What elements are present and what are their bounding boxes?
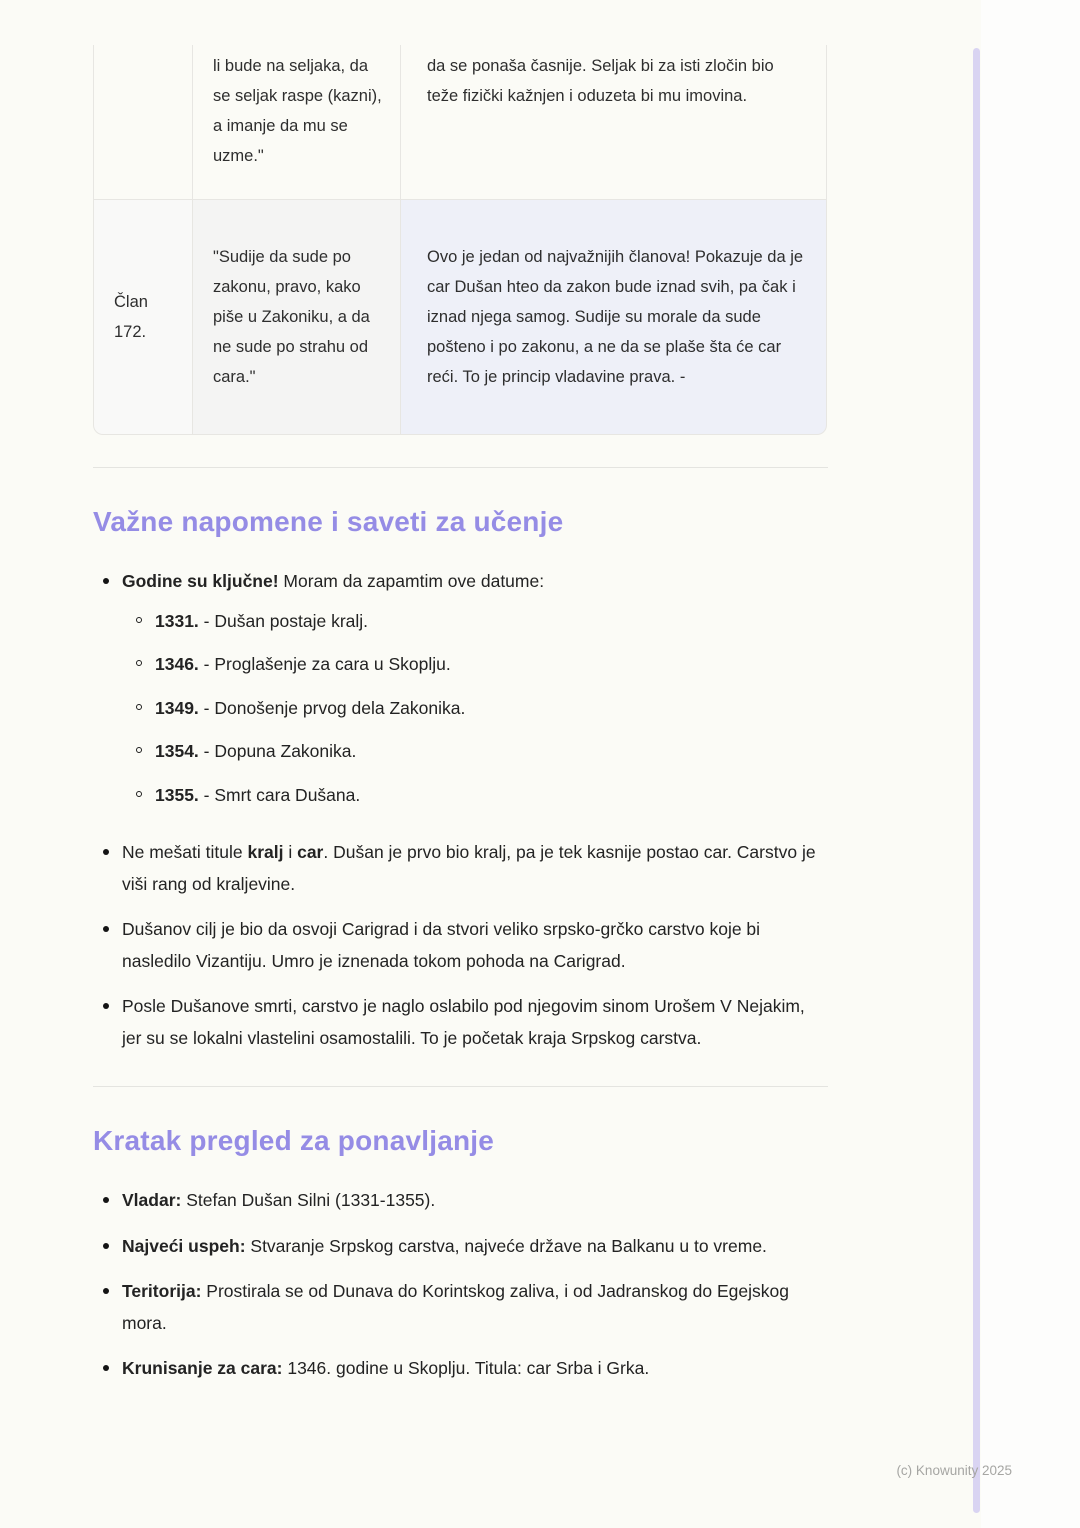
page-content: [93, 45, 828, 1399]
table-cell-quote: li bude na seljaka, da se seljak raspe (kazni), a imanje da mu se uzme.": [193, 45, 401, 200]
list-item-text: Teritorija: Prostirala se od Dunava do Korintskog zaliva, i od Jadranskog do Egejskog mora.: [122, 1281, 789, 1333]
bullet-icon: [103, 1288, 109, 1294]
page-right-margin: [981, 0, 1080, 1528]
list-item: [103, 1276, 828, 1339]
table-cell-clause: Član 172.: [93, 200, 193, 435]
section-heading-vazne-napomene: Važne napomene i saveti za učenje: [93, 506, 564, 537]
bullet-icon: [103, 926, 109, 932]
table-cell-explanation: Ovo je jedan od najvažnijih članova! Pokazuje da je car Dušan hteo da zakon bude iznad svih, pa čak i iznad njega samog. Sudije su morale da sude pošteno i po zakonu, a ne da se plaše šta će car reći. To je princip vladavine prava. -: [401, 200, 827, 435]
table-row: [93, 45, 827, 200]
divider: [93, 1086, 828, 1087]
sublist-item-text: 1354. - Dopuna Zakonika.: [155, 741, 357, 761]
list-item: [103, 914, 828, 977]
circle-bullet-icon: [136, 704, 142, 710]
list-item-text: Ne mešati titule kralj i car. Dušan je prvo bio kralj, pa je tek kasnije postao car. Carstvo je viši rang od kraljevine.: [122, 842, 816, 894]
notes-list: [93, 566, 828, 1054]
circle-bullet-icon: [136, 791, 142, 797]
zakonik-article-table: [93, 45, 827, 435]
sublist-item: [136, 606, 828, 638]
bullet-icon: [103, 578, 109, 584]
sublist-item: [136, 736, 828, 768]
list-item-text: Dušanov cilj je bio da osvoji Carigrad i da stvori veliko srpsko-grčko carstvo koje bi nasledilo Vizantiju. Umro je iznenada tokom pohoda na Carigrad.: [122, 919, 761, 971]
list-item: [103, 1353, 828, 1385]
circle-bullet-icon: [136, 660, 142, 666]
sublist-item: [136, 649, 828, 681]
sublist-item-text: 1346. - Proglašenje za cara u Skoplju.: [155, 654, 451, 674]
list-item: [103, 1185, 828, 1217]
sublist-item-text: 1355. - Smrt cara Dušana.: [155, 784, 361, 805]
list-item-text: Posle Dušanove smrti, carstvo je naglo oslabilo pod njegovim sinom Urošem V Nejakim, jer su se lokalni vlastelini osamostalili. To je početak kraja Srpskog carstva.: [122, 996, 805, 1048]
bullet-icon: [103, 1197, 109, 1203]
list-item: [103, 566, 828, 823]
list-item: [103, 1231, 828, 1263]
bullet-icon: [103, 1365, 109, 1371]
summary-list: [93, 1185, 828, 1385]
list-item-text: Vladar: Stefan Dušan Silni (1331-1355).: [122, 1190, 436, 1210]
bullet-icon: [103, 1003, 109, 1009]
circle-bullet-icon: [136, 747, 142, 753]
table-row: [93, 200, 827, 435]
bullet-icon: [103, 849, 109, 855]
table-cell-explanation: da se ponaša časnije. Seljak bi za isti zločin bio teže fizički kažnjen i oduzeta bi mu imovina.: [401, 45, 827, 200]
list-item-text: Godine su ključne! Moram da zapamtim ove datume:: [122, 571, 545, 591]
copyright-notice: (c) Knowunity 2025: [896, 1463, 1012, 1478]
sublist-item: [136, 780, 828, 812]
section-heading-kratak-pregled: Kratak pregled za ponavljanje: [93, 1125, 495, 1156]
sublist-item-text: 1349. - Donošenje prvog dela Zakonika.: [155, 697, 466, 718]
scrollbar[interactable]: [973, 48, 980, 1513]
list-item: [103, 837, 828, 900]
list-item-text: Krunisanje za cara: 1346. godine u Skoplju. Titula: car Srba i Grka.: [122, 1358, 650, 1378]
sublist-item: [136, 693, 828, 725]
table-cell-clause: [93, 45, 193, 200]
list-item: [103, 991, 828, 1054]
sublist-item-text: 1331. - Dušan postaje kralj.: [155, 610, 369, 631]
bullet-icon: [103, 1243, 109, 1249]
list-item-text: Najveći uspeh: Stvaranje Srpskog carstva, najveće države na Balkanu u to vreme.: [122, 1235, 767, 1256]
circle-bullet-icon: [136, 617, 142, 623]
table-cell-quote: "Sudije da sude po zakonu, pravo, kako piše u Zakoniku, a da ne sude po strahu od cara.": [193, 200, 401, 435]
divider: [93, 467, 828, 468]
dates-sublist: [122, 606, 828, 812]
